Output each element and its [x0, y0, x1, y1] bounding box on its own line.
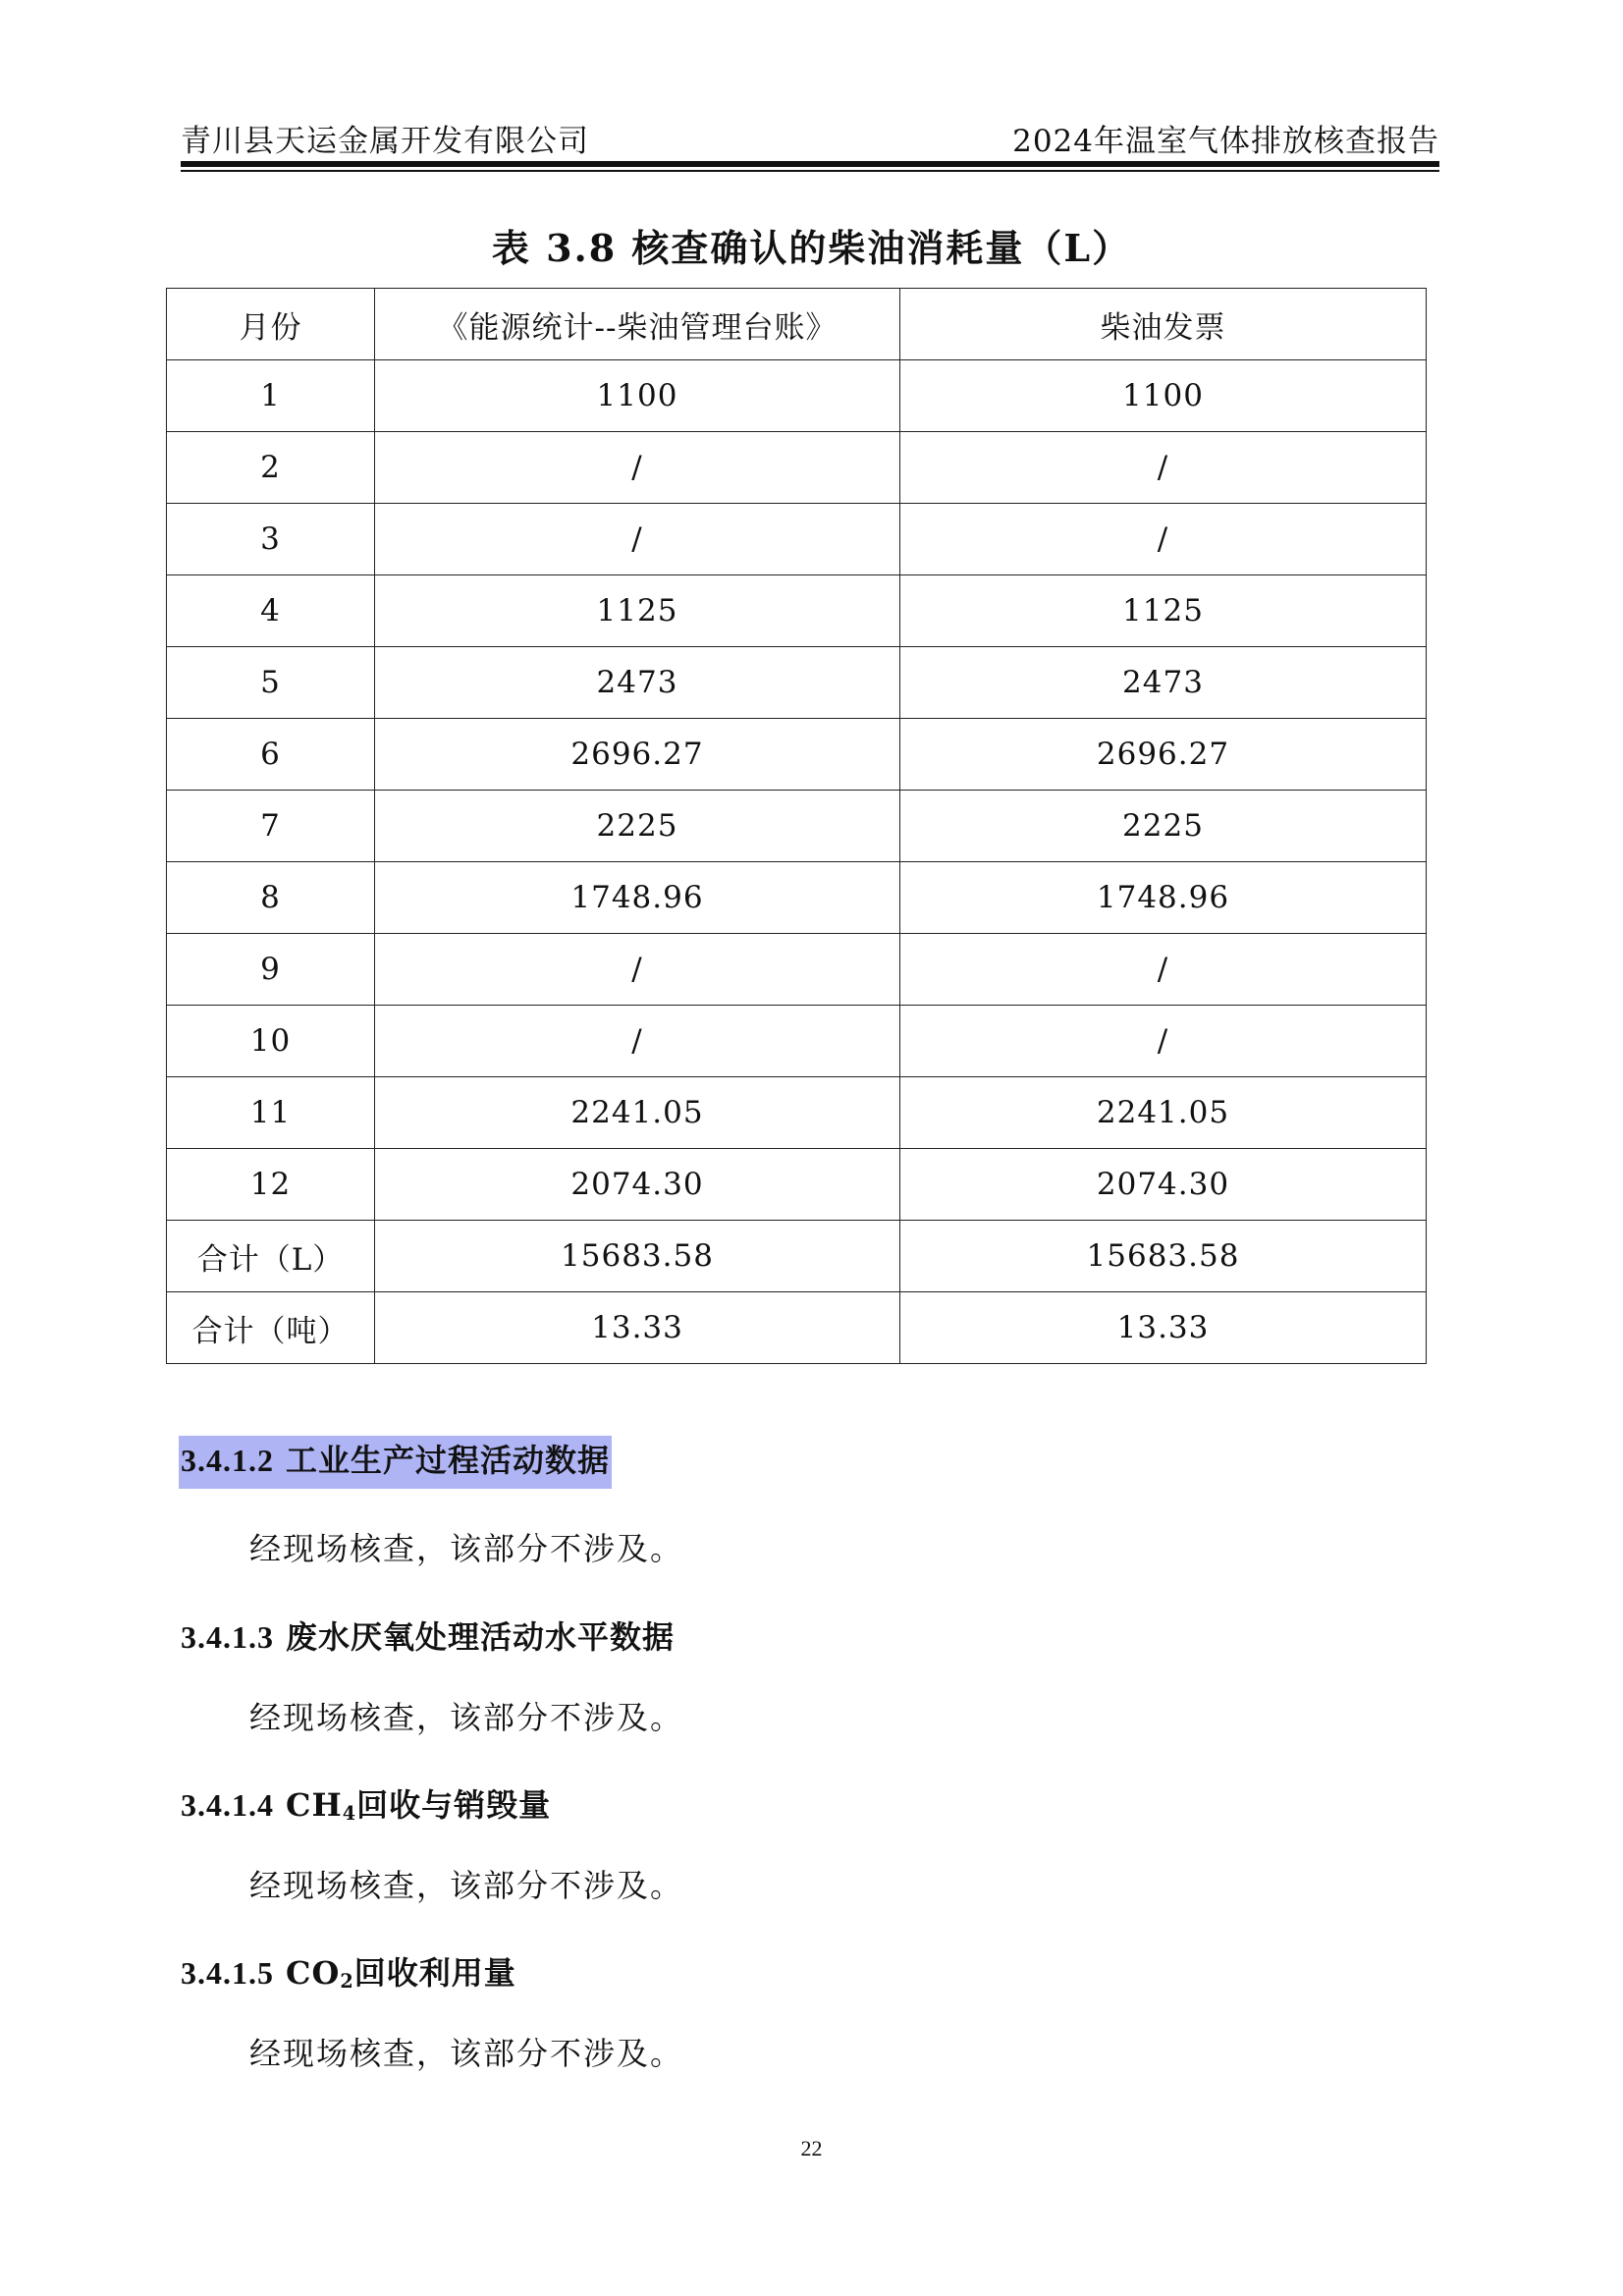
table-row	[167, 791, 1427, 862]
total-label-cell: 合计（L）	[167, 1221, 375, 1292]
invoice-cell: 2074.30	[900, 1149, 1427, 1221]
section-number: 3.4.1.5	[181, 1955, 274, 1991]
ledger-cell: 2696.27	[375, 719, 900, 791]
month-cell: 3	[167, 504, 375, 575]
invoice-cell: 2241.05	[900, 1077, 1427, 1149]
month-cell: 5	[167, 647, 375, 719]
table-row	[167, 504, 1427, 575]
table-row	[167, 575, 1427, 647]
page-header	[181, 116, 1439, 159]
section-heading-3-4-1-4	[181, 1780, 551, 1826]
invoice-cell: /	[900, 432, 1427, 504]
section-body: 经现场核查，该部分不涉及。	[249, 2035, 684, 2072]
invoice-cell: /	[900, 504, 1427, 575]
formula-subscript: 2	[340, 1970, 354, 1993]
heading-highlight	[179, 1436, 612, 1489]
section-title: 回收与销毁量	[356, 1786, 552, 1824]
month-cell: 9	[167, 934, 375, 1006]
ledger-cell: 2473	[375, 647, 900, 719]
table-header-row	[167, 289, 1427, 360]
month-cell: 12	[167, 1149, 375, 1221]
table-caption: 表 3.8 核查确认的柴油消耗量（L）	[491, 226, 1132, 270]
table-row	[167, 934, 1427, 1006]
section-number: 3.4.1.4	[181, 1787, 274, 1823]
invoice-cell: 15683.58	[900, 1221, 1427, 1292]
month-cell: 11	[167, 1077, 375, 1149]
section-body: 经现场核查，该部分不涉及。	[249, 1699, 684, 1736]
section-title: 工业生产过程活动数据	[286, 1442, 611, 1479]
ledger-cell: 2241.05	[375, 1077, 900, 1149]
ledger-cell: 2074.30	[375, 1149, 900, 1221]
total-tons-row	[167, 1292, 1427, 1364]
table-row	[167, 360, 1427, 432]
invoice-cell: 2696.27	[900, 719, 1427, 791]
invoice-cell: 13.33	[900, 1292, 1427, 1364]
company-name: 青川县天运金属开发有限公司	[181, 124, 589, 159]
table-row	[167, 647, 1427, 719]
col-header-invoice: 柴油发票	[900, 289, 1427, 360]
table-row	[167, 1006, 1427, 1077]
section-title: 废水厌氧处理活动水平数据	[286, 1618, 676, 1656]
ledger-cell: 2225	[375, 791, 900, 862]
section-heading-3-4-1-3	[181, 1613, 675, 1658]
ledger-cell: /	[375, 504, 900, 575]
ledger-cell: /	[375, 934, 900, 1006]
section-heading-3-4-1-2	[181, 1436, 612, 1481]
ledger-cell: 15683.58	[375, 1221, 900, 1292]
section-title: 回收利用量	[353, 1954, 516, 1992]
ledger-cell: /	[375, 1006, 900, 1077]
invoice-cell: 1125	[900, 575, 1427, 647]
table-row	[167, 1077, 1427, 1149]
ledger-cell: 1748.96	[375, 862, 900, 934]
page-number: 22	[800, 2136, 823, 2160]
section-body: 经现场核查，该部分不涉及。	[249, 1867, 684, 1904]
invoice-cell: /	[900, 934, 1427, 1006]
invoice-cell: 2473	[900, 647, 1427, 719]
month-cell: 4	[167, 575, 375, 647]
invoice-cell: 1100	[900, 360, 1427, 432]
ledger-cell: 1100	[375, 360, 900, 432]
header-rule-thin	[181, 170, 1439, 172]
col-header-month: 月份	[167, 289, 375, 360]
section-number: 3.4.1.2	[181, 1443, 274, 1478]
invoice-cell: /	[900, 1006, 1427, 1077]
month-cell: 6	[167, 719, 375, 791]
total-liters-row	[167, 1221, 1427, 1292]
ledger-cell: /	[375, 432, 900, 504]
month-cell: 8	[167, 862, 375, 934]
diesel-consumption-table	[166, 288, 1427, 1364]
table-row	[167, 432, 1427, 504]
table-row	[167, 1149, 1427, 1221]
formula-subscript: 4	[342, 1802, 357, 1825]
month-cell: 10	[167, 1006, 375, 1077]
section-heading-3-4-1-5	[181, 1948, 516, 1994]
col-header-ledger: 《能源统计--柴油管理台账》	[375, 289, 900, 360]
ledger-cell: 1125	[375, 575, 900, 647]
invoice-cell: 1748.96	[900, 862, 1427, 934]
section-title-formula: CO	[286, 1954, 341, 1992]
section-body: 经现场核查，该部分不涉及。	[249, 1530, 684, 1567]
invoice-cell: 2225	[900, 791, 1427, 862]
table-row	[167, 862, 1427, 934]
ledger-cell: 13.33	[375, 1292, 900, 1364]
month-cell: 2	[167, 432, 375, 504]
month-cell: 7	[167, 791, 375, 862]
section-title-formula: CH	[286, 1786, 343, 1824]
total-label-cell: 合计（吨）	[167, 1292, 375, 1364]
report-title: 2024年温室气体排放核查报告	[1012, 124, 1439, 159]
header-rule-thick	[181, 161, 1439, 167]
month-cell: 1	[167, 360, 375, 432]
table-row	[167, 719, 1427, 791]
section-number: 3.4.1.3	[181, 1619, 274, 1655]
